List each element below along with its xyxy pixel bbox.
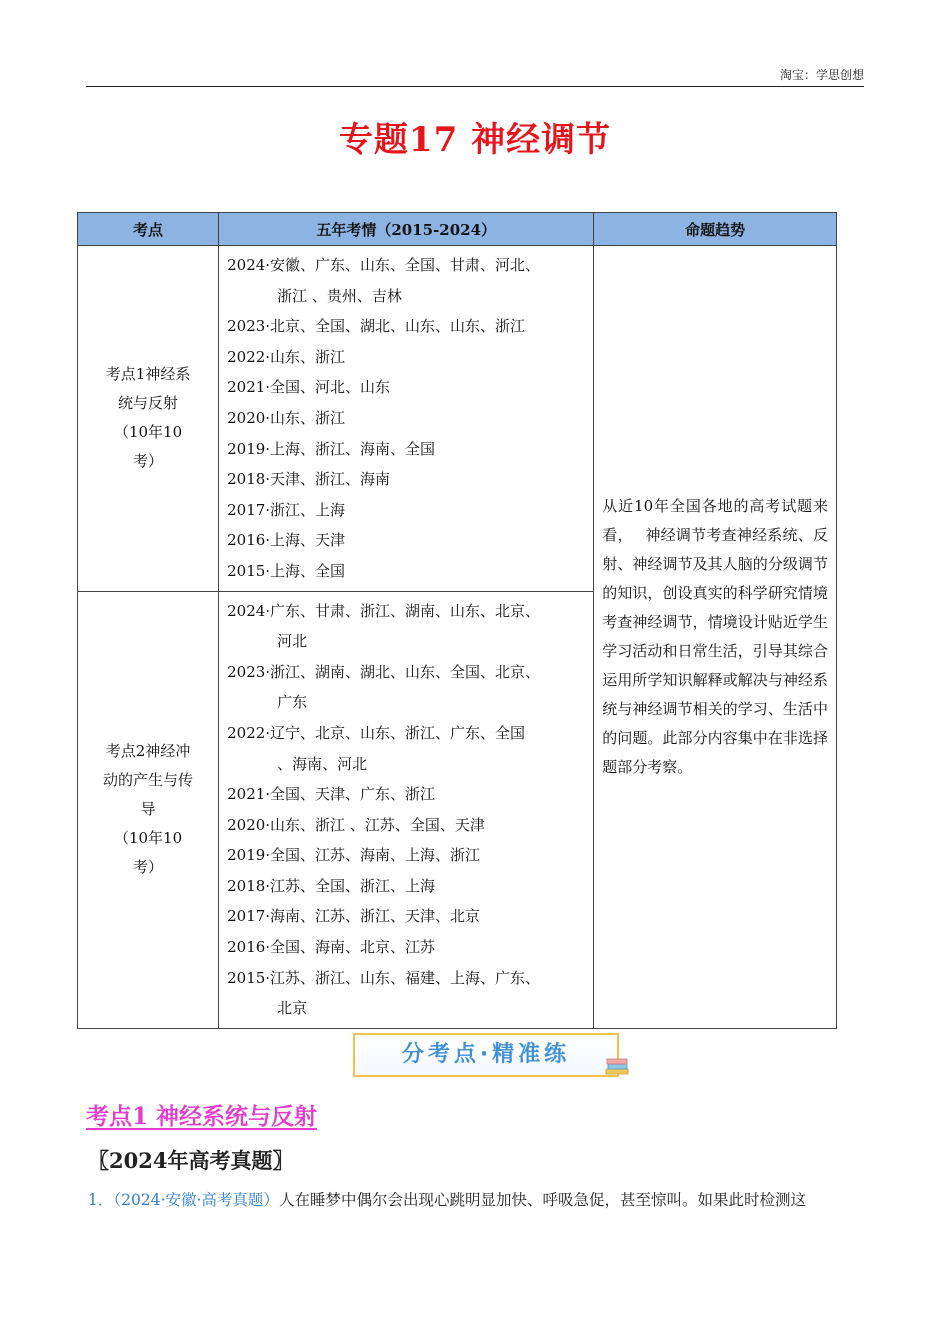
history-line: 2015·江苏、浙江、山东、福建、上海、广东、 — [227, 968, 541, 987]
history-line: 北京 — [277, 999, 308, 1018]
history-line: 2020·山东、浙江 、江苏、全国、天津 — [227, 815, 485, 834]
topic-cell-2 — [78, 591, 219, 1028]
topic-cell-1 — [78, 246, 219, 592]
header-rule — [86, 86, 864, 87]
history-line: 2018·江苏、全国、浙江、上海 — [227, 876, 436, 895]
history-line: 浙江 、贵州、吉林 — [277, 286, 402, 305]
history-line: 2016·上海、天津 — [227, 531, 346, 550]
topic-line: 考点1神经系 — [105, 365, 191, 384]
history-cell-1 — [219, 246, 594, 592]
history-line: 、海南、河北 — [277, 754, 368, 773]
topic-line: 考点2神经冲 — [105, 742, 191, 761]
topic-line: 动的产生与传 — [103, 771, 194, 790]
history-line: 2024·安徽、广东、山东、全国、甘肃、河北、 — [227, 256, 541, 274]
page-title: 专题17 神经调节 — [338, 120, 612, 160]
history-line: 2017·浙江、上海 — [227, 500, 346, 519]
history-line: 2019·上海、浙江、海南、全国 — [227, 439, 436, 458]
practice-banner: 分考点·精准练 — [353, 1033, 619, 1077]
year-heading: 〖2024年高考真题〗 — [88, 1148, 294, 1173]
history-line: 2022·辽宁、北京、山东、浙江、广东、全国 — [227, 723, 526, 742]
history-line: 2021·全国、河北、山东 — [227, 378, 391, 397]
header-trend: 命题趋势 — [594, 213, 837, 246]
history-line: 2023·浙江、湖南、湖北、山东、全国、北京、 — [227, 662, 541, 681]
question-source: （2024·安徽·高考真题） — [113, 1191, 279, 1209]
topic-line: 统与反射 — [118, 394, 179, 413]
table-row — [78, 246, 837, 592]
topic-line: （10年10 — [113, 423, 183, 442]
trend-cell: 从近10年全国各地的高考试题来看， 神经调节考查神经系统、反射、神经调节及其人脑的分级调节的知识，创设真实的科学研究情境考查神经调节，情境设计贴近学生学习活动和日常生活，引导其综合运用所学知识解释或解决与神经系统与神经调节相关的学习、生活中的问题。此部分内容集中在非选择题部分考察。 — [594, 246, 837, 1029]
section-heading-text: 考点1 神经系统与反射 — [86, 1103, 318, 1130]
history-line: 2016·全国、海南、北京、江苏 — [227, 938, 436, 957]
history-line: 2019·全国、江苏、海南、上海、浙江 — [227, 846, 481, 865]
history-cell-2 — [219, 591, 594, 1028]
history-line: 2024·广东、甘肃、浙江、湖南、山东、北京、 — [227, 601, 541, 620]
history-line: 2023·北京、全国、湖北、山东、山东、浙江 — [227, 317, 526, 336]
history-line: 河北 — [277, 632, 308, 651]
topic-line: 考） — [133, 452, 164, 471]
history-line: 广东 — [277, 693, 308, 712]
table-header-row — [78, 213, 837, 246]
history-line: 2022·山东、浙江 — [227, 347, 346, 366]
topic-line: 导 — [140, 800, 156, 819]
question-number: 1． — [88, 1191, 114, 1209]
header-topic: 考点 — [78, 213, 219, 246]
history-line: 2018·天津、浙江、海南 — [227, 470, 391, 489]
history-line: 2021·全国、天津、广东、浙江 — [227, 785, 436, 804]
history-line: 2017·海南、江苏、浙江、天津、北京 — [227, 907, 481, 926]
exam-table — [77, 212, 837, 1029]
history-line: 2020·山东、浙江 — [227, 408, 346, 427]
question-text: 人在睡梦中偶尔会出现心跳明显加快、呼吸急促，甚至惊叫。如果此时检测这 — [278, 1191, 806, 1209]
history-line: 2015·上海、全国 — [227, 561, 346, 580]
section-heading — [86, 1098, 333, 1131]
header-history: 五年考情（2015-2024） — [219, 213, 594, 246]
books-icon — [604, 1056, 630, 1076]
topic-line: 考） — [133, 858, 164, 877]
header-note: 淘宝：学思创想 — [779, 68, 864, 82]
question-item — [88, 1188, 806, 1210]
topic-line: （10年10 — [113, 829, 183, 848]
